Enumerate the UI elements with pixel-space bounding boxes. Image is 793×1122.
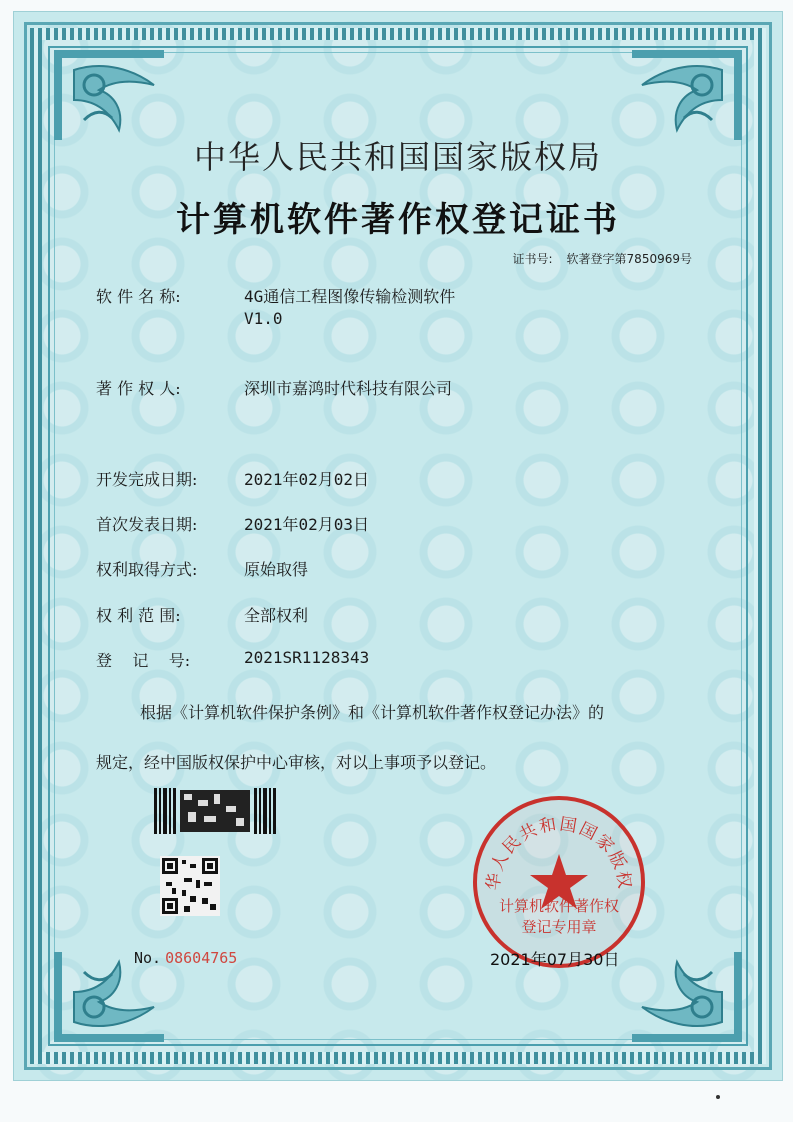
seal-inner-line2: 登记专用章 [521, 918, 597, 936]
serial-number [134, 949, 237, 967]
field-value: 深圳市嘉鸿时代科技有限公司 [244, 379, 453, 398]
field-value: 2021年02月03日 [244, 515, 370, 534]
seal-ring-text: 华人民共和国国家版权 [483, 814, 635, 892]
field-copyright-owner [96, 376, 452, 399]
certificate-number [513, 250, 693, 267]
field-acquisition-method [96, 557, 308, 580]
issue-date: 2021年07月30日 [490, 950, 620, 969]
seal-inner-line1: 计算机软件著作权 [498, 897, 619, 915]
field-software-name [96, 284, 455, 328]
field-label: 开发完成日期: [96, 470, 198, 489]
field-value: 全部权利 [244, 606, 309, 625]
field-value [244, 284, 455, 328]
software-version: V1.0 [244, 309, 283, 328]
field-publish-date [96, 512, 369, 535]
field-value: 原始取得 [244, 560, 309, 579]
field-completion-date [96, 467, 369, 490]
field-label: 权利取得方式: [96, 560, 198, 579]
field-label: 著 作 权 人: [96, 379, 181, 398]
certificate-title: 计算机软件著作权登记证书 [176, 200, 620, 240]
serial-label: No. [134, 949, 162, 967]
certificate [14, 12, 782, 1080]
barcode-icon [154, 788, 280, 834]
issuing-authority: 中华人民共和国国家版权局 [193, 138, 602, 176]
official-seal-icon [469, 792, 649, 972]
field-registration-number [96, 648, 369, 671]
field-label: 软 件 名 称: [96, 287, 181, 306]
statement-line1: 根据《计算机软件保护条例》和《计算机软件著作权登记办法》的 [140, 703, 605, 722]
certificate-number-label: 证书号: [512, 252, 553, 266]
scan-artifact [716, 1095, 720, 1099]
field-label: 登 记 号: [96, 651, 191, 670]
field-rights-scope [96, 603, 308, 626]
field-label: 权 利 范 围: [96, 606, 181, 625]
software-name-line1: 4G通信工程图像传输检测软件 [244, 287, 456, 306]
field-value: 2021SR1128343 [244, 648, 370, 667]
field-label: 首次发表日期: [96, 515, 198, 534]
qr-code-icon [160, 856, 220, 916]
certificate-number-value: 软著登字第7850969号 [566, 252, 692, 266]
field-value: 2021年02月02日 [244, 470, 370, 489]
serial-value: 08604765 [165, 949, 238, 967]
statement-line2: 规定，经中国版权保护中心审核，对以上事项予以登记。 [96, 753, 497, 772]
